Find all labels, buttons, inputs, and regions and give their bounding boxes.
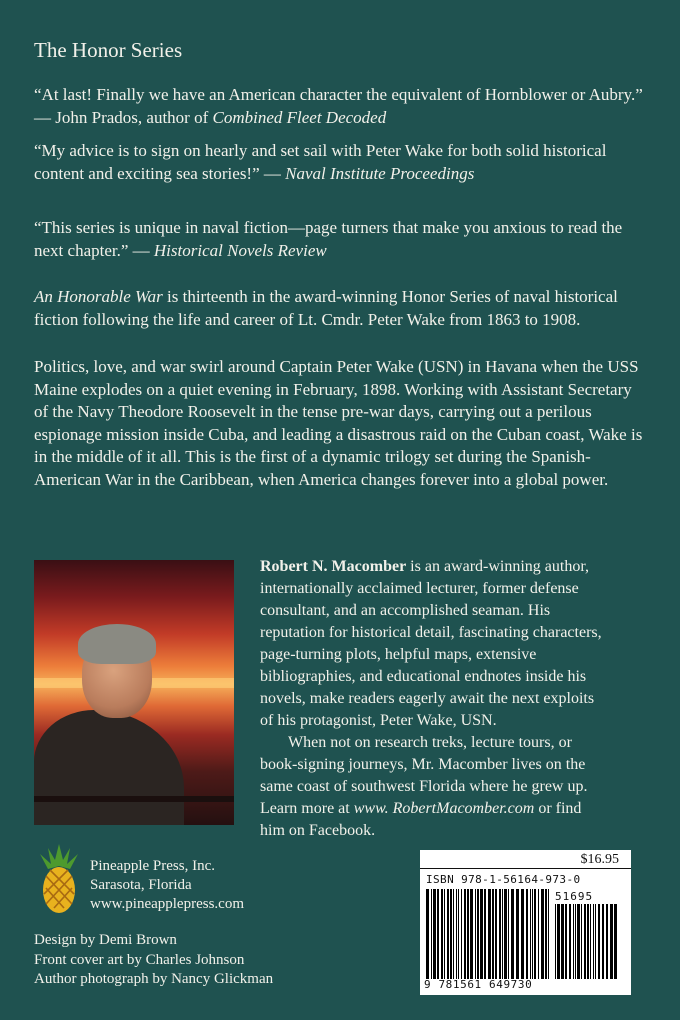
price-label: $16.95 bbox=[580, 852, 619, 867]
barcode-bar bbox=[480, 889, 483, 979]
barcode-bar bbox=[614, 904, 617, 979]
author-body bbox=[34, 710, 184, 825]
barcode-bar bbox=[593, 904, 594, 979]
barcode-bar bbox=[598, 904, 600, 979]
barcode-bar bbox=[453, 889, 454, 979]
description-text: is thirteenth in the award-winning Honor Series of naval historical fiction following the life and career of Lt. Cmdr. Peter Wake from 1863 to 1908. bbox=[34, 287, 618, 329]
barcode-bar bbox=[470, 889, 473, 979]
bio-text: When not on research treks, lecture tours, or book-signing journeys, Mr. Macomber lives on the same coast of southwest Florida where he grew up. Learn more at bbox=[260, 734, 588, 817]
barcode-bar bbox=[502, 889, 503, 979]
barcode-bar bbox=[426, 889, 429, 979]
barcode-bar bbox=[557, 904, 560, 979]
barcode-bar bbox=[450, 889, 452, 979]
barcode-bar bbox=[526, 889, 528, 979]
quote-text: “This series is unique in naval fiction—page turners that make you anxious to read the next chapter.” — bbox=[34, 218, 623, 260]
series-title: The Honor Series bbox=[34, 38, 183, 62]
barcode-bar bbox=[437, 889, 439, 979]
author-bio bbox=[260, 556, 610, 842]
barcode-bar bbox=[538, 889, 539, 979]
barcode-bar bbox=[530, 889, 531, 979]
barcode-bar bbox=[484, 889, 486, 979]
barcode-bar bbox=[602, 904, 604, 979]
barcode-bar bbox=[577, 904, 580, 979]
barcode-bar bbox=[575, 904, 576, 979]
barcode-bar bbox=[541, 889, 544, 979]
barcode-bar bbox=[433, 889, 436, 979]
barcode-bar bbox=[441, 889, 443, 979]
barcode-bar bbox=[584, 904, 586, 979]
publisher-url: www.pineapplepress.com bbox=[90, 896, 244, 912]
bio-paragraph-2 bbox=[260, 732, 610, 842]
barcode-bar bbox=[565, 904, 567, 979]
barcode-bar bbox=[495, 889, 497, 979]
author-photo bbox=[34, 560, 234, 825]
barcode-bar bbox=[431, 889, 432, 979]
barcode-bar bbox=[458, 889, 459, 979]
barcode-bar bbox=[508, 889, 509, 979]
credits bbox=[34, 931, 273, 990]
publisher-city: Sarasota, Florida bbox=[90, 877, 192, 893]
book-description-intro bbox=[34, 286, 648, 331]
barcode-bar bbox=[606, 904, 608, 979]
credit-cover-art: Front cover art by Charles Johnson bbox=[34, 951, 245, 968]
barcode-bars bbox=[426, 889, 550, 979]
publisher-name: Pineapple Press, Inc. bbox=[90, 858, 215, 874]
supplement-barcode-bars bbox=[555, 904, 619, 979]
publisher-info bbox=[90, 857, 244, 914]
barcode-bar bbox=[532, 889, 533, 979]
bio-paragraph-1 bbox=[260, 556, 610, 732]
barcode-bar bbox=[464, 889, 466, 979]
barcode-bar bbox=[511, 889, 514, 979]
barcode-box bbox=[420, 850, 631, 995]
bio-text: or find him on Facebook. bbox=[260, 800, 582, 839]
barcode-bar bbox=[461, 889, 462, 979]
barcode-bar bbox=[516, 889, 519, 979]
barcode-bar bbox=[548, 889, 549, 979]
quote-text: “My advice is to sign on hearly and set sail with Peter Wake for both solid historical content and exciting sea stories!” — bbox=[34, 141, 607, 183]
quote-naval-institute bbox=[34, 140, 646, 185]
quote-historical-novels bbox=[34, 217, 646, 262]
barcode-bar bbox=[561, 904, 564, 979]
supplement-digits: 51695 bbox=[555, 890, 594, 903]
barcode-bar bbox=[492, 889, 494, 979]
barcode-bar bbox=[581, 904, 582, 979]
barcode-bar bbox=[587, 904, 589, 979]
barcode-bar bbox=[456, 889, 457, 979]
book-title: An Honorable War bbox=[34, 287, 163, 306]
barcode-bar bbox=[477, 889, 479, 979]
barcode-bar bbox=[467, 889, 469, 979]
price-divider bbox=[420, 868, 631, 869]
barcode-bar bbox=[475, 889, 476, 979]
book-description-plot: Politics, love, and war swirl around Captain Peter Wake (USN) in Havana when the USS Maine explodes on a quiet evening in February, 1898. Working with Assistant Secretary of the Navy Theodore Roosevelt in the tense pre-war days, carrying out a perilous espionage mission inside Cuba, and leading a disastrous raid on the Cuban coast, Wake is in the middle of it all. This is the first of a dynamic trilogy set during the Spanish-American War in the Caribbean, when America changes forever into a global power. bbox=[34, 357, 643, 489]
barcode-bar bbox=[534, 889, 536, 979]
barcode-bar bbox=[499, 889, 501, 979]
barcode-bar bbox=[488, 889, 491, 979]
barcode-bar bbox=[447, 889, 449, 979]
credit-design: Design by Demi Brown bbox=[34, 932, 177, 948]
author-hair bbox=[78, 624, 156, 664]
quote-source: Historical Novels Review bbox=[153, 240, 327, 260]
barcode-bar bbox=[444, 889, 445, 979]
quote-text: “At last! Finally we have an American character the equivalent of Hornblower or Aubry.” — John Prados, author of bbox=[34, 85, 643, 127]
author-website: www. RobertMacomber.com bbox=[353, 800, 535, 817]
author-name: Robert N. Macomber bbox=[260, 558, 407, 575]
ean-digits: 9 781561 649730 bbox=[424, 978, 533, 991]
barcode-bar bbox=[610, 904, 613, 979]
barcode-bar bbox=[504, 889, 507, 979]
barcode-bar bbox=[595, 904, 596, 979]
pineapple-icon bbox=[34, 842, 84, 916]
barcode-bar bbox=[521, 889, 524, 979]
credit-photo: Author photograph by Nancy Glickman bbox=[34, 971, 274, 987]
quote-prados bbox=[34, 84, 646, 129]
quote-source: Combined Fleet Decoded bbox=[212, 107, 387, 127]
barcode-bar bbox=[590, 904, 591, 979]
isbn-text: ISBN 978-1-56164-973-0 bbox=[426, 873, 581, 886]
barcode-bar bbox=[555, 904, 556, 979]
barcode-bar bbox=[569, 904, 571, 979]
ship-rail bbox=[34, 796, 234, 802]
barcode-bar bbox=[573, 904, 574, 979]
bio-text: is an award-winning author, internationally acclaimed lecturer, former defense consultant, and an accomplished seaman. His reputation for historical detail, fascinating characters, page-turning plots, helpful maps, extensive bibliographies, and educational endnotes inside his novels, make readers eagerly await the next exploits of his protagonist, Peter Wake, USN. bbox=[260, 558, 602, 729]
barcode-bar bbox=[545, 889, 547, 979]
quote-source: Naval Institute Proceedings bbox=[285, 163, 475, 183]
